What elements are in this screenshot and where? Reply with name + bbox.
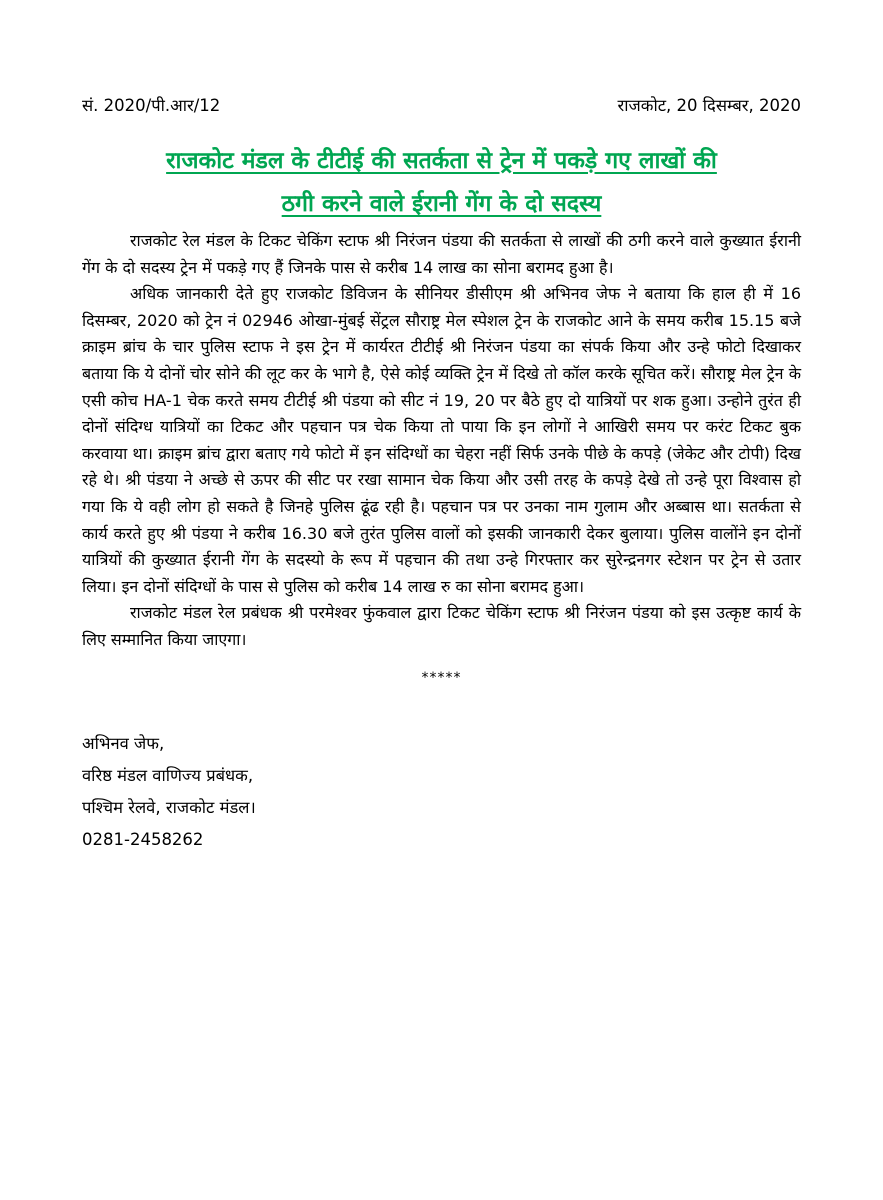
reference-line [82,94,801,118]
signatory-name: अभिनव जेफ, [82,733,165,753]
paragraph-1: राजकोट रेल मंडल के टिकट चेकिंग स्टाफ श्री निरंजन पंडया की सतर्कता से लाखों की ठगी करने वाले कुख्यात ईरानी गेंग के दो सदस्य ट्रेन में पकड़े गए हैं जिनके पास से करीब 14 लाख का सोना बरामद हुआ है। [82,231,801,277]
signatory-office: पश्चिम रेलवे, राजकोट मंडल। [82,797,256,817]
separator-stars: ***** [421,669,462,686]
headline-line-2: ठगी करने वाले ईरानी गेंग के दो सदस्य [281,191,602,217]
signatory-designation: वरिष्ठ मंडल वाणिज्य प्रबंधक, [82,765,254,785]
body-text [82,228,801,654]
paragraph-3: राजकोट मंडल रेल प्रबंधक श्री परमेश्वर फुंकवाल द्वारा टिकट चेकिंग स्टाफ श्री निरंजन पंडया को इस उत्कृष्ट कार्य के लिए सम्मानित किया जाएगा। [82,603,801,649]
place-and-date: राजकोट, 20 दिसम्बर, 2020 [617,96,801,115]
reference-number: सं. 2020/पी.आर/12 [82,96,221,115]
headline-line-1: राजकोट मंडल के टीटीई की सतर्कता से ट्रेन में पकड़े गए लाखों की [166,148,717,174]
signature-block [82,728,801,856]
contact-phone: 0281-2458262 [82,829,204,849]
paragraph-2: अधिक जानकारी देते हुए राजकोट डिविजन के सीनियर डीसीएम श्री अभिनव जेफ ने बताया कि हाल ही में 16 दिसम्बर, 2020 को ट्रेन नं 02946 ओखा-मुंबई सेंट्रल सौराष्ट्र मेल स्पेशल ट्रेन के राजकोट आने के समय करीब 15.15 बजे क्राइम ब्रांच के चार पुलिस स्टाफ ने इस ट्रेन में कार्यरत टीटीई श्री निरंजन पंडया का संपर्क किया और उन्हे फोटो दिखाकर बताया कि ये दोनों चोर सोने की लूट कर के भागे है, ऐसे कोई व्यक्ति ट्रेन में दिखे तो कॉल करके सूचित करें। सौराष्ट्र मेल ट्रेन के एसी कोच HA-1 चेक करते समय टीटीई श्री पंडया को सीट नं 19, 20 पर बैठे हुए दो यात्रियों पर शक हुआ। उन्होने तुरंत ही दोनों संदिग्ध यात्रियों का टिकट और पहचान पत्र चेक किया तो पाया कि इन लोगों ने आखिरी समय पर करंट टिकट बुक करवाया था। क्राइम ब्रांच द्वारा बताए गये फोटो में इन संदिग्धों का चेहरा नहीं सिर्फ उनके पीछे के कपड़े (जेकेट और टोपी) दिख रहे थे। श्री पंडया ने अच्छे से ऊपर की सीट पर रखा सामान चेक किया और उसी तरह के कपड़े देखे तो उन्हे पूरा विश्वास हो गया कि ये वही लोग हो सकते है जिनहे पुलिस ढूंढ रही है। पहचान पत्र पर उनका नाम गुलाम और अब्बास था। सतर्कता से कार्य करते हुए श्री पंडया ने करीब 16.30 बजे तुरंत पुलिस वालों को इसकी जानकारी देकर बुलाया। पुलिस वालोंने इन दोनों यात्रियों की कुख्यात ईरानी गेंग के सदस्यो के रूप में पहचान की तथा उन्हे गिरफ्तार कर सुरेन्द्रनगर स्टेशन पर ट्रेन से उतार लिया। इन दोनों संदिग्धों के पास से पुलिस को करीब 14 लाख रु का सोना बरामद हुआ। [82,284,801,596]
headline [82,140,801,226]
